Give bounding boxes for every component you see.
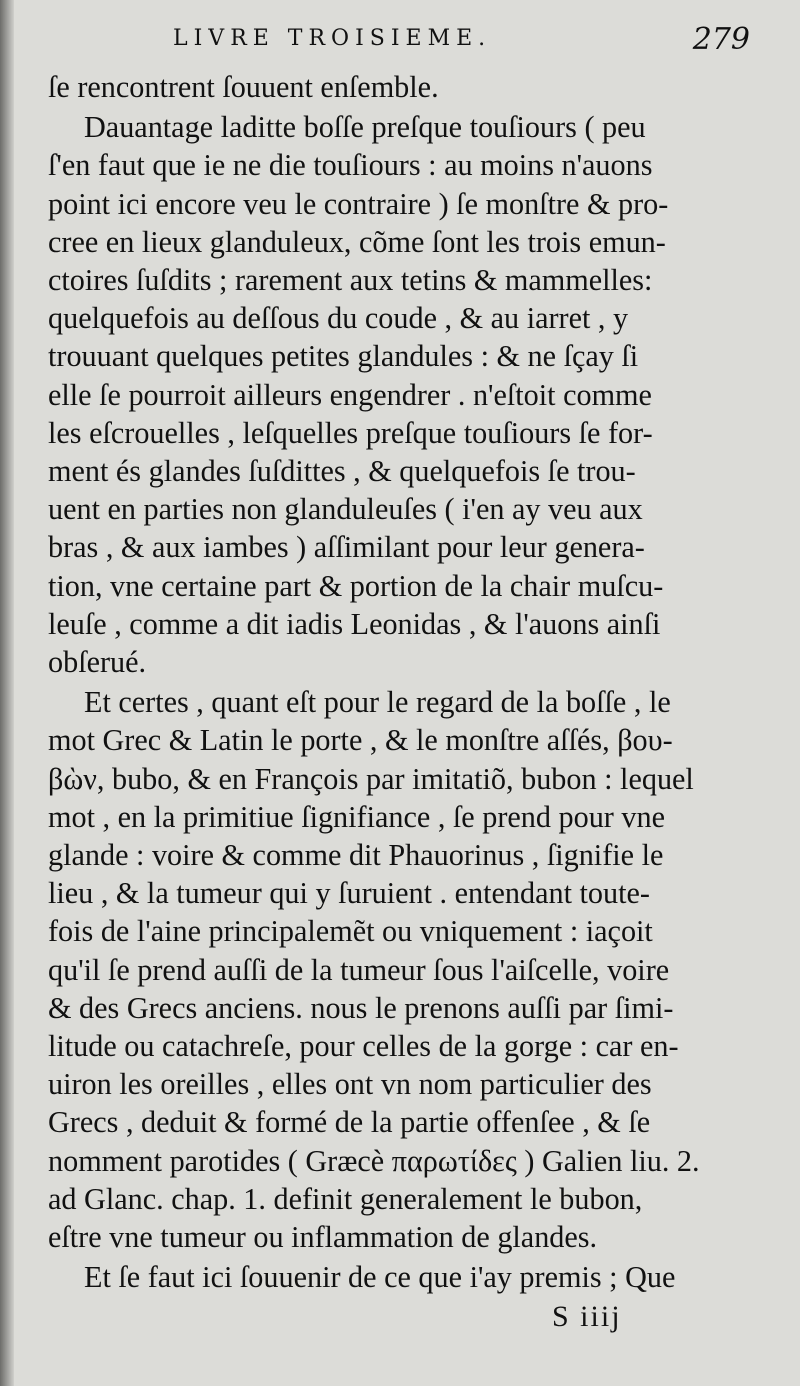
text-line: lieu , & la tumeur qui y ſuruient . entendant toute-	[48, 876, 650, 911]
text-line: glande : voire & comme dit Phauorinus , ſignifie le	[48, 838, 664, 873]
text-line: Et certes , quant eſt pour le regard de la boſſe , le	[84, 685, 671, 720]
signature-mark: S iiij	[552, 1300, 622, 1333]
text-line: ſ'en faut que ie ne die touſiours : au moins n'auons	[48, 148, 653, 183]
text-line: ad Glanc. chap. 1. definit generalement le bubon,	[48, 1181, 643, 1216]
text-line: uiron les oreilles , elles ont vn nom particulier des	[48, 1067, 652, 1102]
text-line: tion, vne certaine part & portion de la chair muſcu-	[48, 568, 664, 603]
text-line: leuſe , comme a dit iadis Leonidas , & l'auons ainſi	[48, 606, 661, 641]
text-line: ment és glandes ſuſdittes , & quelquefois ſe trou-	[48, 454, 636, 489]
text-line: ſe rencontrent ſouuent enſemble.	[48, 70, 439, 104]
text-line: cree en lieux glanduleux, cõme ſont les trois emun-	[48, 224, 666, 259]
body-text	[48, 68, 758, 1297]
text-line: & des Grecs anciens. nous le prenons auſſi par ſimi-	[48, 990, 674, 1025]
text-line: trouuant quelques petites glandules : & ne ſçay ſi	[48, 339, 639, 374]
text-line: Et ſe faut ici ſouuenir de ce que i'ay premis ; Que	[84, 1260, 676, 1295]
text-line: point ici encore veu le contraire ) ſe monſtre & pro-	[48, 186, 669, 221]
text-line: ctoires ſuſdits ; rarement aux tetins & mammelles:	[48, 263, 653, 298]
text-line: fois de l'aine principalemẽt ou vniquement : iaçoit	[48, 914, 653, 949]
text-line: βὼν, bubo, & en François par imitatiõ, bubon : lequel	[48, 761, 694, 796]
paragraph	[48, 108, 758, 681]
text-line: eſtre vne tumeur ou inflammation de glandes.	[48, 1220, 598, 1255]
text-line: qu'il ſe prend auſſi de la tumeur ſous l'aiſcelle, voire	[48, 952, 670, 987]
running-title: LIVRE TROISIEME.	[173, 26, 492, 51]
text-line: Dauantage laditte boſſe preſque touſiours ( peu	[84, 110, 646, 145]
text-line: uent en parties non glanduleuſes ( i'en ay veu aux	[48, 492, 643, 527]
text-line: Grecs , deduit & formé de la partie offenſee , & ſe	[48, 1105, 651, 1140]
page-header	[48, 22, 758, 68]
text-line: mot , en la primitiue ſignifiance , ſe prend pour vne	[48, 799, 665, 834]
text-line: nomment parotides ( Græcè παρωτίδες ) Galien liu. 2.	[48, 1143, 700, 1178]
paragraph	[48, 683, 758, 1256]
text-line: quelquefois au deſſous du coude , & au iarret , y	[48, 301, 629, 336]
page-number: 279	[692, 22, 750, 57]
paragraph	[48, 1258, 758, 1296]
text-line: bras , & aux iambes ) aſſimilant pour leur genera-	[48, 530, 645, 565]
text-line: obſerué.	[48, 645, 147, 680]
text-line: les eſcrouelles , leſquelles preſque touſiours ſe for-	[48, 415, 653, 450]
text-line: elle ſe pourroit ailleurs engendrer . n'eſtoit comme	[48, 377, 652, 412]
text-line: litude ou catachreſe, pour celles de la gorge : car en-	[48, 1029, 679, 1064]
paragraph	[48, 68, 758, 106]
text-line: mot Grec & Latin le porte , & le monſtre aſſés, βου-	[48, 723, 673, 758]
